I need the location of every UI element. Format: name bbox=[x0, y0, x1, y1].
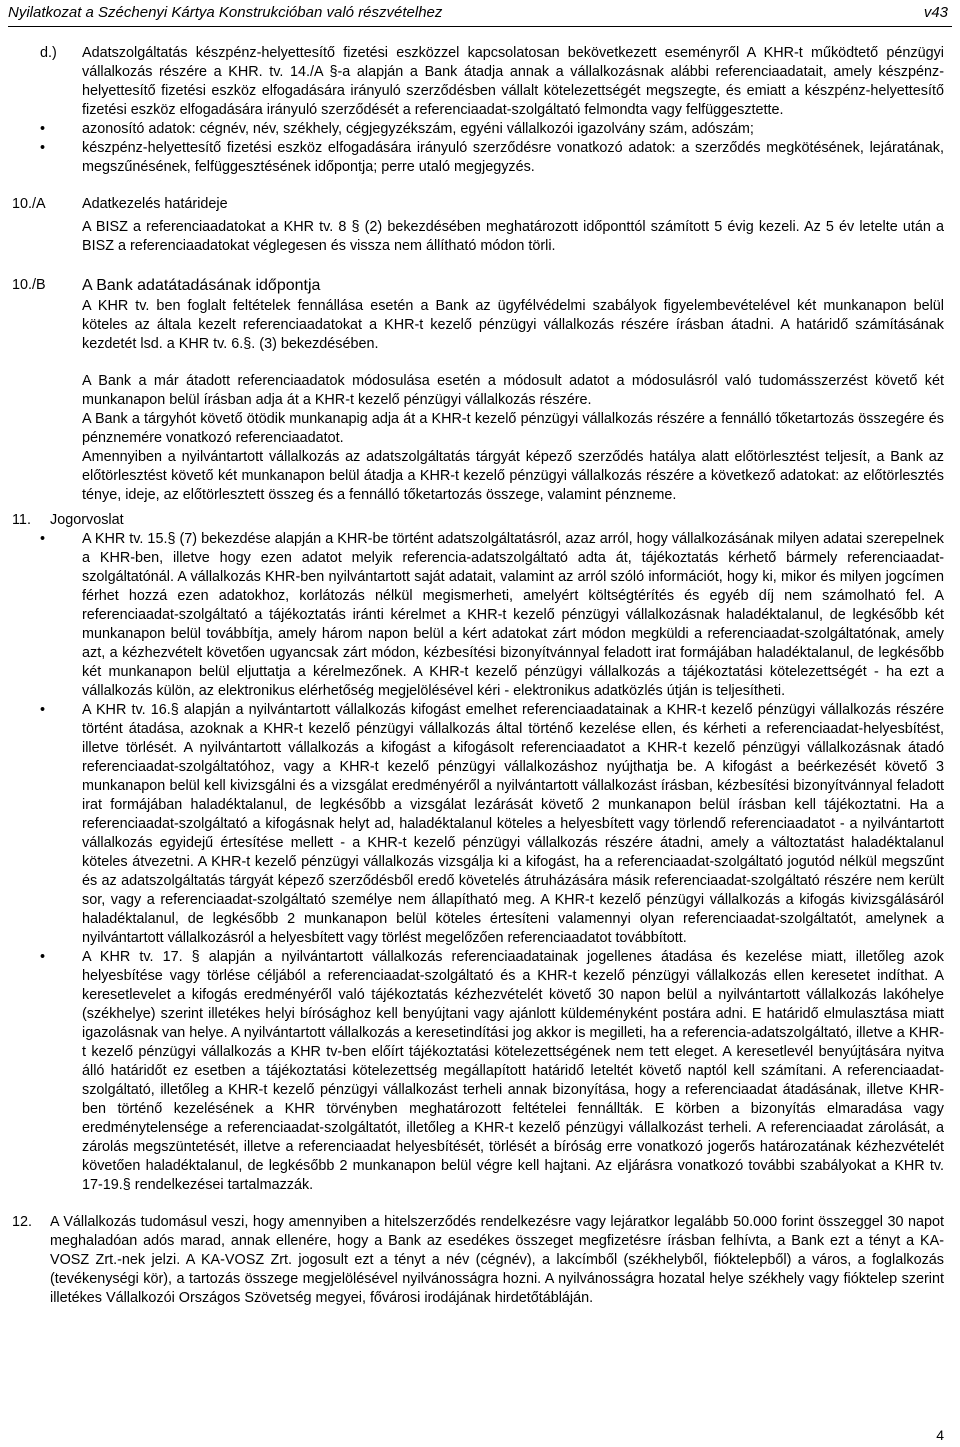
section-11-heading: Jogorvoslat bbox=[50, 512, 124, 528]
section-11 bbox=[0, 511, 960, 530]
section-10b-text3: A Bank a tárgyhót követő ötödik munkanapig adja át a KHR-t kezelő pénzügyi vállalkozás részére a fennálló tőketartozás összegére és pénznemére vonatkozó referenciaadatot. bbox=[82, 411, 944, 446]
document-body bbox=[0, 44, 960, 1308]
section-10a-heading: Adatkezelés határideje bbox=[82, 196, 228, 212]
section-10b-label: 10./B bbox=[12, 277, 46, 293]
section-11-bullet: • A KHR tv. 17. § alapján a nyilvántartott vállalkozás referenciaadatainak jogellenes átadása és kezelése miatt, illetőleg azok helyesbítése vagy törlése céljából a referenciaadat-szolgáltató és a KHR-t kezelő pénzügyi vállalkozás ellen keresetet indíthat. A keresetlevelet a kifogás eredményéről való tájékoztatás kézhezvételét követő 30 napon belül a nyilvántartott vállalkozás lakóhelye (székhelye) szerint illetékes helyi bírósághoz kell benyújtani vagy ajánlott küldeményként postára adni. E határidő elmulasztása miatt igazolásnak van helye. A nyilvántartott vállalkozás a keresetindítási jog akkor is megilleti, ha a referencia-adatszolgáltató, illetve a KHR-t kezelő pénzügyi vállalkozás a KHR tv-ben előírt tájékoztatási kötelezettségének nem tett eleget. A keresetlevél benyújtására nyitva álló határidőt ez esetben a tájékoztatási kötelezettség megállapított határidő leteltét követő naptól kell számítani. A referenciaadat-szolgáltató, illetőleg a KHR-t kezelő pénzügyi vállalkozást terheli annak bizonyítása, hogy a referenciaadat átadásának, illetve KHR-ben történő kezelésének a KHR törvényben meghatározott feltételei fennállták. E körben a bizonyítás elmaradása vagy eredménytelensége a referenciaadat-szolgáltatót, illetőleg a KHR-t kezelő pénzügyi vállalkozást terheli. A referenciaadat zárolását, a zárolás megszüntetését, illetve a referenciaadat helyesbítését, törlését a bíróság erre vonatkozó jogerős határozatának kézhezvételét követően haladéktalanul, de legkésőbb 2 munkanapon belül végre kell hajtani. Az eljárásra vonatkozó további szabályokat a KHR tv. 17-19.§ rendelkezései tartalmazzák. bbox=[0, 948, 944, 1195]
section-12 bbox=[0, 1213, 960, 1308]
section-10b-text4: Amennyiben a nyilvántartott vállalkozás az adatszolgáltatás tárgyát képező szerződés hatálya alatt előtörlesztést teljesít, a Bank az előtörlesztést követő két munkanapon belül átadja a KHR-t kezelő pénzügyi vállalkozás részére a következő adatokat: az előtörlesztés ténye, ideje, az előtörlesztett összeg és a fennálló tőketartozás összege, valamint pénzneme. bbox=[82, 449, 944, 503]
section-11-bullet: • A KHR tv. 16.§ alapján a nyilvántartott vállalkozás kifogást emelhet referenciaadatainak a KHR-t kezelő pénzügyi vállalkozás részére történt átadása, azoknak a KHR-t kezelő pénzügyi vállalkozás által történő kezelése ellen, és kérheti a referenciaadat-helyesbítést, illetve törlését. A nyilvántartott vállalkozás a kifogást a kifogásolt referenciaadatot a KHR-t kezelő pénzügyi vállalkozásnak átadó referenciaadat-szolgáltatóhoz, vagy a KHR-t kezelő pénzügyi vállalkozáshoz nyújthatja be. A kifogást a beérkezését követő 3 munkanapon belül kell kivizsgálni és a vizsgálat eredményéről a nyilvántartott vállalkozást írásban, kézbesítési bizonyítvánnyal feladott irat formájában haladéktalanul, de legkésőbb a vizsgálat lezárását követő 2 munkanapon belül írásban kell tájékoztatni. Ha a referenciaadat-szolgáltató a kifogásnak helyt ad, haladéktalanul köteles a helyesbített vagy törlendő referenciaadatot - a nyilvántartott vállalkozás egyidejű értesítése mellett - a KHR-t kezelő pénzügyi vállalkozás részére átadni, amely a változtatást haladéktalanul köteles átvezetni. A KHR-t kezelő pénzügyi vállalkozás vizsgálja ki a kifogást, ha a referenciaadat-szolgáltató jogutód nélkül megszűnt és az adatszolgáltatás tárgyát képező szerződésből eredő követelés átruházására másik referenciaadat-szolgáltató részére nem került sor, vagy a referenciaadat-szolgáltató személye nem állapítható meg. A KHR-t kezelő pénzügyi vállalkozás a kifogás kivizsgálásáról haladéktalanul, de legkésőbb 2 munkanapon belül köteles értesíteni valamennyi olyan referenciaadat-szolgáltatót, amelynek a nyilvántartott vállalkozásról a helyesbített vagy törlést megelőzően referenciaadatot továbbított. bbox=[0, 701, 944, 948]
section-d bbox=[0, 44, 960, 120]
section-10a-text: A BISZ a referenciaadatokat a KHR tv. 8 § (2) bekezdésében meghatározott időponttól számított 5 évig kezeli. Az 5 év letelte után a BISZ a referenciaadatokat véglegesen és vissza nem állítható módon törli. bbox=[82, 219, 944, 254]
page-header bbox=[8, 2, 952, 27]
section-12-text: A Vállalkozás tudomásul veszi, hogy amennyiben a hitelszerződés rendelkezésre vagy lejáratkor legalább 50.000 forint összeggel 30 napot meghaladóan adós marad, annak ellenére, hogy a Bank az esedékes összeget megfizetésre írásban felhívta, a Bank ezt a tényt a KA-VOSZ Zrt.-nek jelzi. A KA-VOSZ Zrt. jogosult ezt a tényt a név (cégnév), a lakcímből (székhelyből, fióktelepből) a város, a foglalkozás (tevékenységi kör), a tartozás összege megjelölésével nyilvánosságra hozni. A nyilvánosságra hozatal helye székhely vagy fióktelep szerint illetékes Vállalkozói Országos Szövetség megyei, fővárosi irodájának hirdetőtábláján. bbox=[50, 1214, 944, 1306]
section-d-bullet: • készpénz-helyettesítő fizetési eszköz elfogadására irányuló szerződésre vonatkozó adatok: a szerződés megkötésének, lejáratának, megszűnésének, felfüggesztésének időpontja; perre utaló megjegyzés. bbox=[0, 139, 944, 177]
section-10b bbox=[0, 276, 960, 505]
section-10a-label: 10./A bbox=[12, 196, 46, 212]
section-d-label: d.) bbox=[40, 45, 57, 61]
section-10b-text1: A KHR tv. ben foglalt feltételek fennállása esetén a Bank az ügyfélvédelmi szabályok figyelembevételével két munkanapon belül köteles az általa kezelt referenciaadatokat a KHR-t kezelő pénzügyi vállalkozás részére írásban átadni. A határidő számításának kezdetét lsd. a KHR tv. 6.§. (3) bekezdésében. bbox=[82, 298, 944, 352]
section-d-bullet: • azonosító adatok: cégnév, név, székhely, cégjegyzékszám, egyéni vállalkozói igazolvány szám, adószám; bbox=[0, 120, 944, 139]
header-version: v43 bbox=[923, 4, 948, 21]
section-d-text: Adatszolgáltatás készpénz-helyettesítő fizetési eszközzel kapcsolatosan bekövetkezett eseményről A KHR-t működtető pénzügyi vállalkozás részére a KHR. tv. 14./A §-a alapján a Bank átadja annak a vállalkozásnak alábbi referenciaadatait, amely készpénz-helyettesítő fizetési eszköz elfogadására irányuló szerződésben vállalt kötelezettségét megszegte, és emiatt a készpénz-helyettesítő fizetési eszköz elfogadására irányuló szerződését a referenciaadat-szolgáltató felmondta vagy felfüggesztette. bbox=[82, 45, 944, 118]
page-number: 4 bbox=[936, 1427, 944, 1443]
section-10a bbox=[0, 195, 960, 256]
section-11-label: 11. bbox=[12, 512, 31, 528]
section-10b-heading: A Bank adatátadásának időpontja bbox=[82, 277, 321, 294]
header-title: Nyilatkozat a Széchenyi Kártya Konstrukcióban való részvételhez bbox=[8, 4, 443, 21]
section-11-bullet: • A KHR tv. 15.§ (7) bekezdése alapján a KHR-be történt adatszolgáltatásról, azaz arról, hogy vállalkozásának milyen adatai szerepelnek a KHR-ben, illetve hogy ezen adatot melyik referencia-adatszolgáltató adta át, tájékoztatás kérhető bármely referenciaadat-szolgáltatónál. A vállalkozás KHR-ben nyilvántartott saját adatait, valamint az arról szóló információt, hogy ki, mikor és milyen jogcímen férhet hozzá ezen adatokhoz, korlátozás nélkül megismerheti, amelyért költségtérítés és egyéb díj nem számolható fel. A referenciaadat-szolgáltató a tájékoztatás iránti kérelmet a KHR-t kezelő pénzügyi vállalkozásnak haladéktalanul, de legkésőbb két munkanapon belül továbbítja, amely három napon belül a kért adatokat zárt módon megküldi a referenciaadat-szolgáltatónak, amely azt, a kézhezvételt követően ugyancsak zárt módon, kézbesítési bizonyítvánnyal feladott irat formájában haladéktalanul, de legkésőbb két munkanapon belül eljuttatja a kérelmezőnek. A KHR-t kezelő pénzügyi vállalkozás a tájékoztatási kötelezettségét - ha ezt a vállalkozás külön, az elektronikus elérhetőség megjelölésével kéri - elektronikus adatközlés útján is teljesítheti. bbox=[0, 530, 944, 701]
section-12-label: 12. bbox=[12, 1214, 33, 1230]
section-10b-text2: A Bank a már átadott referenciaadatok módosulása esetén a módosult adatot a módosulásról való tudomásszerzést követő két munkanapon belül írásban adja át a KHR-t kezelő pénzügyi vállalkozás részére. bbox=[82, 373, 944, 408]
